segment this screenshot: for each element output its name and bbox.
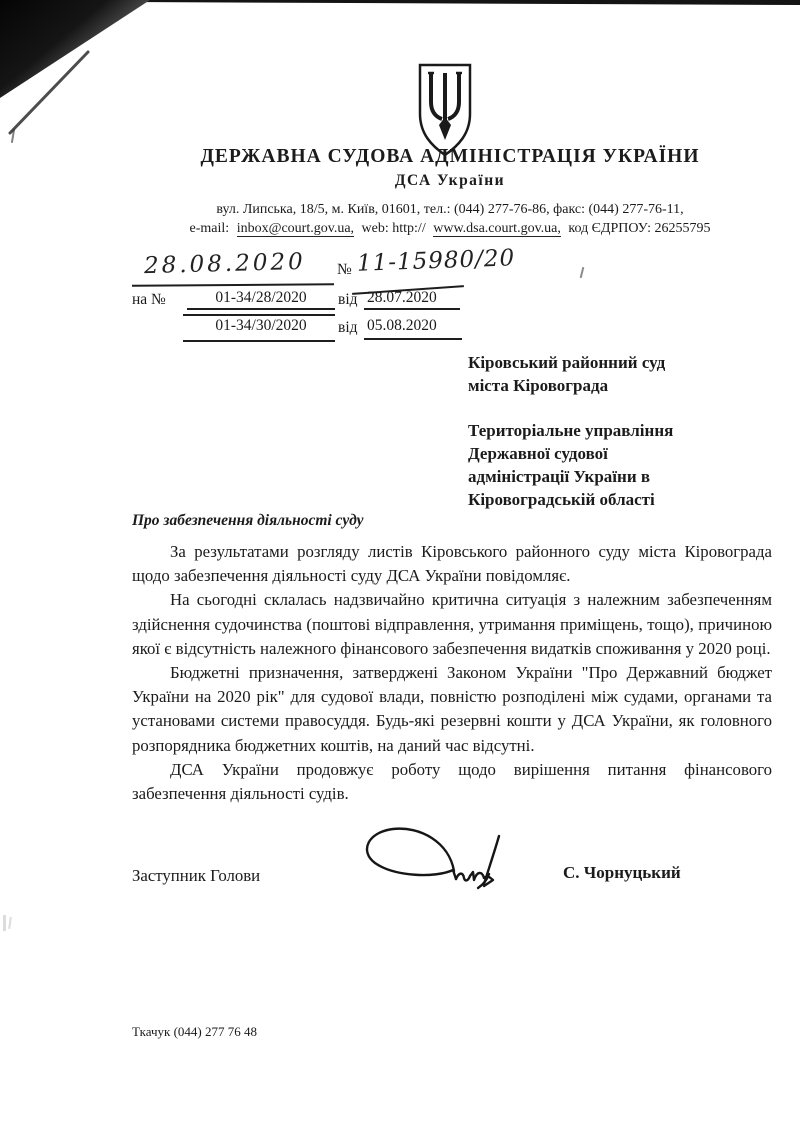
scan-edge-mark bbox=[3, 915, 6, 931]
letter-subject: Про забезпечення діяльності суду bbox=[132, 512, 364, 529]
date-underline bbox=[132, 283, 334, 286]
recipient-territorial-office bbox=[468, 419, 768, 511]
recipient-line: міста Кіровограда bbox=[468, 376, 609, 395]
scan-speck bbox=[580, 267, 585, 278]
signer-name: С. Чорнуцький bbox=[563, 863, 681, 882]
ruled-line bbox=[364, 338, 462, 340]
body-paragraph: Бюджетні призначення, затверджені Законом України "Про Державний бюджет України на 2020 рік" для судової влади, повністю розподілені між судами, органами та установами системи правосуддя. Будь-які резервні кошти у ДСА України, як головного розпорядника бюджетних коштів, на даний час відсутні. bbox=[132, 663, 772, 755]
org-name: ДЕРЖАВНА СУДОВА АДМІНІСТРАЦІЯ УКРАЇНИ bbox=[200, 146, 700, 167]
org-short-name: ДСА України bbox=[394, 172, 506, 189]
recipient-line: Територіальне управління bbox=[468, 421, 674, 440]
reply-to-label: на № bbox=[132, 291, 166, 308]
recipient-line: адміністрації України в bbox=[468, 467, 651, 486]
from-label-1: від bbox=[338, 291, 358, 308]
scan-top-edge-artifact bbox=[128, 0, 800, 5]
website-address: www.dsa.court.gov.ua, bbox=[433, 221, 561, 236]
incoming-number-2: 01-34/30/2020 bbox=[215, 317, 307, 334]
recipient-line: Кіровський районний суд bbox=[468, 353, 666, 372]
recipient-court bbox=[468, 351, 768, 397]
ruled-line bbox=[187, 308, 335, 310]
outgoing-number-handwritten: 11-15980/20 bbox=[356, 245, 516, 277]
recipient-line: Державної судової bbox=[468, 444, 608, 463]
incoming-number-1: 01-34/28/2020 bbox=[215, 289, 307, 306]
signer-position-title: Заступник Голови bbox=[132, 866, 261, 885]
body-paragraph: ДСА України продовжує роботу щодо вирішення питання фінансового забезпечення діяльності судів. bbox=[132, 759, 772, 804]
incoming-date-2: 05.08.2020 bbox=[367, 317, 437, 334]
scan-edge-mark bbox=[8, 917, 12, 929]
ruled-line bbox=[364, 308, 460, 310]
email-label: e-mail: bbox=[189, 221, 230, 236]
org-contact-line bbox=[80, 221, 800, 237]
recipient-line: Кіровоградській області bbox=[468, 490, 655, 509]
ruled-line bbox=[183, 340, 335, 342]
executor-contact: Ткачук (044) 277 76 48 bbox=[132, 1024, 257, 1039]
scan-pen-line-artifact bbox=[0, 0, 200, 200]
from-label-2: від bbox=[338, 319, 358, 336]
web-label: web: http:// bbox=[361, 221, 426, 236]
org-address-line: вул. Липська, 18/5, м. Київ, 01601, тел.: (044) 277-76-86, факс: (044) 277-76-11, bbox=[216, 202, 684, 217]
incoming-date-1: 28.07.2020 bbox=[367, 289, 437, 306]
outgoing-date-handwritten: 28.08.2020 bbox=[143, 248, 307, 280]
body-paragraph: За результатами розгляду листів Кіровського районного суду міста Кіровограда щодо забезпечення діяльності суду ДСА України повідомляє. bbox=[132, 542, 772, 586]
handwritten-signature bbox=[356, 822, 504, 902]
number-sign-label: № bbox=[337, 261, 352, 278]
body-paragraph: На сьогодні склалась надзвичайно критична ситуація з належним забезпеченням здійснення судочинства (поштові відправлення, утримання приміщень, тощо), причиною якої є відсутність належного фінансового забезпечення видатків споживання у 2020 році. bbox=[132, 590, 772, 658]
recipient-block bbox=[468, 351, 768, 533]
edrpou-code: код ЄДРПОУ: 26255795 bbox=[568, 221, 711, 236]
ruled-line bbox=[183, 314, 335, 316]
letter-body bbox=[132, 540, 772, 806]
email-address: inbox@court.gov.ua, bbox=[236, 221, 355, 236]
